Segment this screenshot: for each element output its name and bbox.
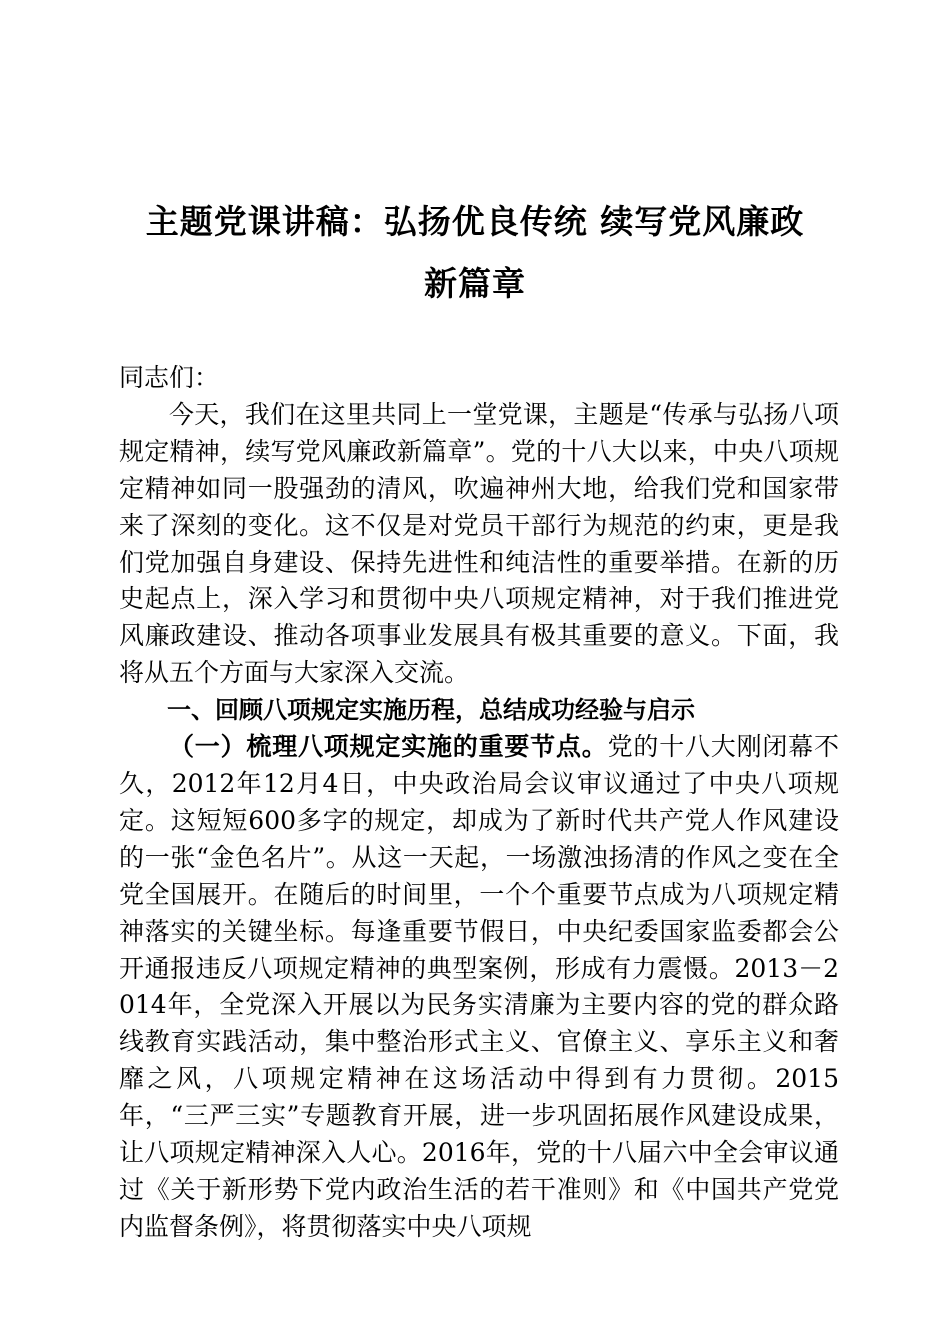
document-title-line-1: 主题党课讲稿：弘扬优良传统 续写党风廉政: [145, 202, 805, 241]
document-body: [119, 360, 839, 1246]
section-1-heading: 一、回顾八项规定实施历程，总结成功经验与启示: [167, 696, 695, 725]
subsection-1-text: 党的十八大刚闭幕不久，2012年12月4日，中央政治局会议审议通过了中央八项规定。这短短600多字的规定，却成为了新时代共产党人作风建设的一张“金色名片”。从这一天起，一场激浊扬清的作风之变在全党全国展开。在随后的时间里，一个个重要节点成为八项规定精神落实的关键坐标。每逢重要节假日，中央纪委国家监委都会公开通报违反八项规定精神的典型案例，形成有力震慑。2013－2014年，全党深入开展以为民务实清廉为主要内容的党的群众路线教育实践活动，集中整治形式主义、官僚主义、享乐主义和奢靡之风，八项规定精神在这场活动中得到有力贯彻。2015年，“三严三实”专题教育开展，进一步巩固拓展作风建设成果，让八项规定精神深入人心。2016年，党的十八届六中全会审议通过《关于新形势下党内政治生活的若干准则》和《中国共产党党内监督条例》，将贯彻落实中央八项规: [119, 732, 839, 1241]
subsection-1-heading: （一）梳理八项规定实施的重要节点。: [169, 732, 608, 762]
intro-paragraph: 今天，我们在这里共同上一堂党课，主题是“传承与弘扬八项规定精神，续写党风廉政新篇章”。党的十八大以来，中央八项规定精神如同一股强劲的清风，吹遍神州大地，给我们党和国家带来了深刻的变化。这不仅是对党员干部行为规范的约束，更是我们党加强自身建设、保持先进性和纯洁性的重要举措。在新的历史起点上，深入学习和贯彻中央八项规定精神，对于我们推进党风廉政建设、推动各项事业发展具有极其重要的意义。下面，我将从五个方面与大家深入交流。: [119, 399, 839, 688]
salutation: 同志们：: [119, 363, 220, 392]
document-title-line-2: 新篇章: [424, 264, 526, 303]
subsection-1-paragraph: [119, 729, 839, 1246]
